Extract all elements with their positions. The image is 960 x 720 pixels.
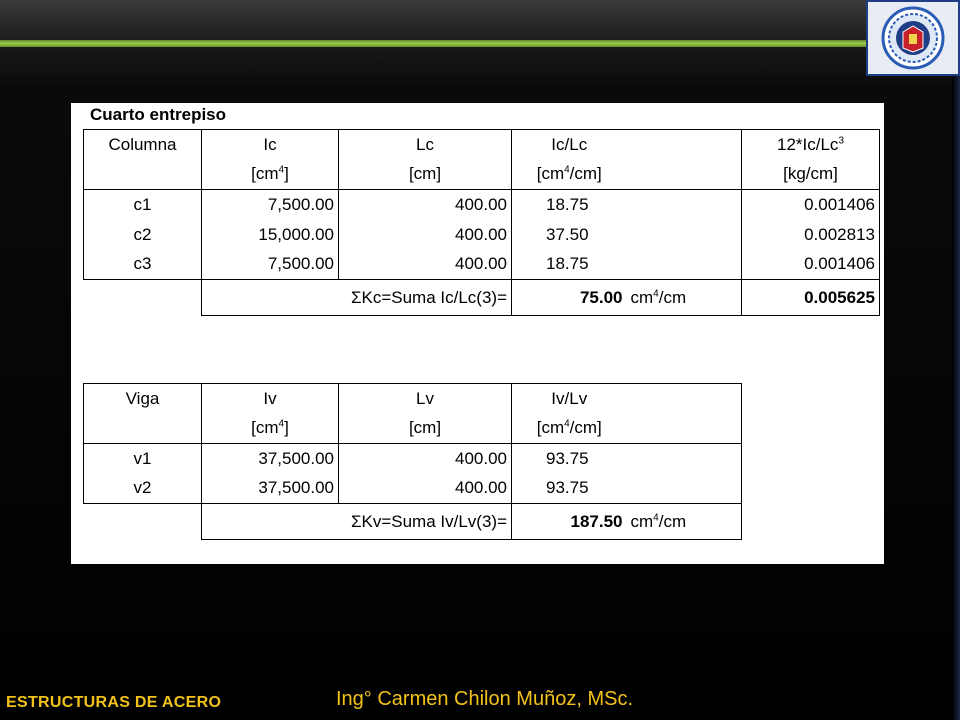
sum-row (84, 504, 742, 540)
units-row (84, 414, 742, 444)
units-row (84, 160, 880, 190)
table-row (84, 190, 880, 220)
row-ic: 15,000.00 (202, 220, 339, 250)
row-k: 0.001406 (742, 250, 880, 280)
header-viga: Viga (84, 384, 202, 414)
row-k: 0.002813 (742, 220, 880, 250)
row-iv: 37,500.00 (202, 474, 339, 504)
row-ic: 7,500.00 (202, 250, 339, 280)
header-iclc: Ic/Lc (512, 130, 627, 160)
row-lv: 400.00 (339, 444, 512, 474)
logo-box (866, 0, 960, 76)
row-ivlv: 93.75 (546, 448, 589, 468)
row-ivlv: 93.75 (512, 474, 627, 504)
university-seal-icon (868, 2, 958, 74)
header-columna: Columna (84, 130, 202, 160)
sum-label: ΣKv=Suma Iv/Lv(3)= (202, 504, 512, 540)
unit-stiffness: [kg/cm] (742, 160, 880, 190)
row-name: c3 (84, 250, 202, 280)
footer-course-title: ESTRUCTURAS DE ACERO (6, 694, 222, 711)
table-row (84, 250, 880, 280)
table-row (84, 220, 880, 250)
header-row (84, 384, 742, 414)
sum-row (84, 280, 880, 316)
sum-unit: $cm^4/cm$ (627, 280, 742, 316)
unit-ic: $[cm^4]$ (202, 160, 339, 190)
header-green-rule (0, 40, 866, 47)
unit-ivlv: $[cm^4/cm]$ (512, 414, 627, 444)
unit-lv: [cm] (339, 414, 512, 444)
sum-label: ΣKc=Suma Ic/Lc(3)= (202, 280, 512, 316)
footer-author: Ing° Carmen Chilon Muñoz, MSc. (336, 688, 634, 710)
top-band (0, 0, 960, 44)
header-ic: Ic (202, 130, 339, 160)
row-name: c2 (84, 220, 202, 250)
header-iv: Iv (202, 384, 339, 414)
sheet-title: Cuarto entrepiso (90, 105, 227, 124)
units-empty (84, 160, 202, 190)
row-k: 0.001406 (742, 190, 880, 220)
header-stiffness: 12*Ic/Lc$^3$ (742, 130, 880, 160)
header-lv: Lv (339, 384, 512, 414)
row-ic: 7,500.00 (202, 190, 339, 220)
row-iclc: 18.75 (546, 194, 589, 214)
row-name: v1 (84, 444, 202, 474)
header-row (84, 130, 880, 160)
table-row (84, 474, 742, 504)
sum-unit: $cm^4/cm$ (627, 504, 742, 540)
row-lc: 400.00 (339, 220, 512, 250)
beams-table (83, 383, 742, 540)
spreadsheet-image (71, 103, 884, 564)
row-name: v2 (84, 474, 202, 504)
table-row (84, 444, 742, 474)
row-lc: 400.00 (339, 190, 512, 220)
columns-table (83, 129, 880, 316)
row-iv: 37,500.00 (202, 444, 339, 474)
sum-value: 75.00 (512, 280, 627, 316)
row-lc: 400.00 (339, 250, 512, 280)
header-lc: Lc (339, 130, 512, 160)
row-iclc: 37.50 (546, 224, 589, 244)
right-edge-stripe (952, 76, 960, 720)
unit-iclc: $[cm^4/cm]$ (512, 160, 627, 190)
header-ivlv: Iv/Lv (512, 384, 627, 414)
header-empty (627, 130, 742, 160)
row-lv: 400.00 (339, 474, 512, 504)
sum-value: 187.50 (512, 504, 627, 540)
units-empty-2 (627, 160, 742, 190)
unit-iv: $[cm^4]$ (202, 414, 339, 444)
row-iclc: 18.75 (512, 250, 627, 280)
unit-lc: [cm] (339, 160, 512, 190)
row-name: c1 (84, 190, 202, 220)
sum-total: 0.005625 (742, 280, 880, 316)
